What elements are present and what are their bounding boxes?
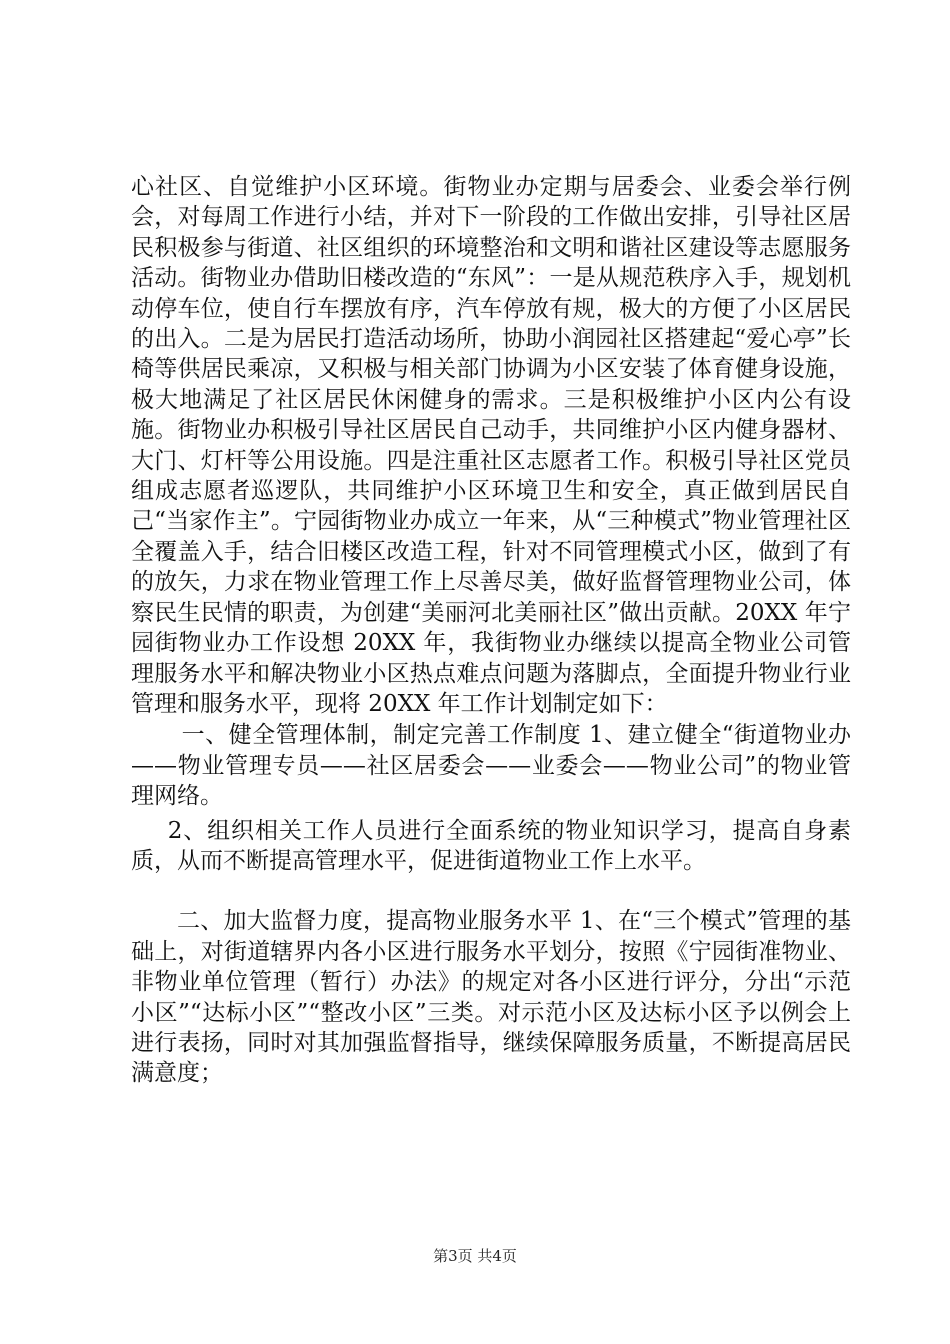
paragraph-2: 一、健全管理体制，制定完善工作制度 1、建立健全“街道物业办——物业管理专员——社区居委会——业委会——物业公司”的物业管理网络。: [131, 722, 851, 810]
paragraph-1: 心社区、自觉维护小区环境。街物业办定期与居委会、业委会举行例会，对每周工作进行小结，并对下一阶段的工作做出安排，引导社区居民积极参与街道、社区组织的环境整治和文明和谐社区建设等志愿服务活动。街物业办借助旧楼改造的“东风”：一是从规范秩序入手，规划机动停车位，使自行车摆放有序，汽车停放有规，极大的方便了小区居民的出入。二是为居民打造活动场所，协助小润园社区搭建起“爱心亭”长椅等供居民乘凉，又积极与相关部门协调为小区安装了体育健身设施，极大地满足了社区居民休闲健身的需求。三是积极维护小区内公有设施。街物业办积极引导社区居民自己动手，共同维护小区内健身器材、大门、灯杆等公用设施。四是注重社区志愿者工作。积极引导社区党员组成志愿者巡逻队，共同维护小区环境卫生和安全，真正做到居民自己“当家作主”。宁园街物业办成立一年来，从“三种模式”物业管理社区全覆盖入手，结合旧楼区改造工程，针对不同管理模式小区，做到了有的放矢，力求在物业管理工作上尽善尽美，做好监督管理物业公司，体察民生民情的职责，为创建“美丽河北美丽社区”做出贡献。20XX 年宁园街物业办工作设想 20XX 年，我街物业办继续以提高全物业公司管理服务水平和解决物业小区热点难点问题为落脚点，全面提升物业行业管理和服务水平，现将 20XX 年工作计划制定如下：: [131, 174, 851, 717]
page-footer: 第3页 共4页: [433, 1247, 517, 1265]
body-text: [131, 172, 851, 1089]
paragraph-3: 2、组织相关工作人员进行全面系统的物业知识学习，提高自身素质，从而不断提高管理水平，促进街道物业工作上水平。: [131, 817, 851, 874]
paragraph-4: 二、加大监督力度，提高物业服务水平 1、在“三个模式”管理的基础上，对街道辖界内各小区进行服务水平划分，按照《宁园街准物业、非物业单位管理（暂行）办法》的规定对各小区进行评分，分出“示范小区”“达标小区”“整改小区”三类。对示范小区及达标小区予以例会上进行表扬，同时对其加强监督指导，继续保障服务质量，不断提高居民满意度；: [131, 908, 851, 1087]
